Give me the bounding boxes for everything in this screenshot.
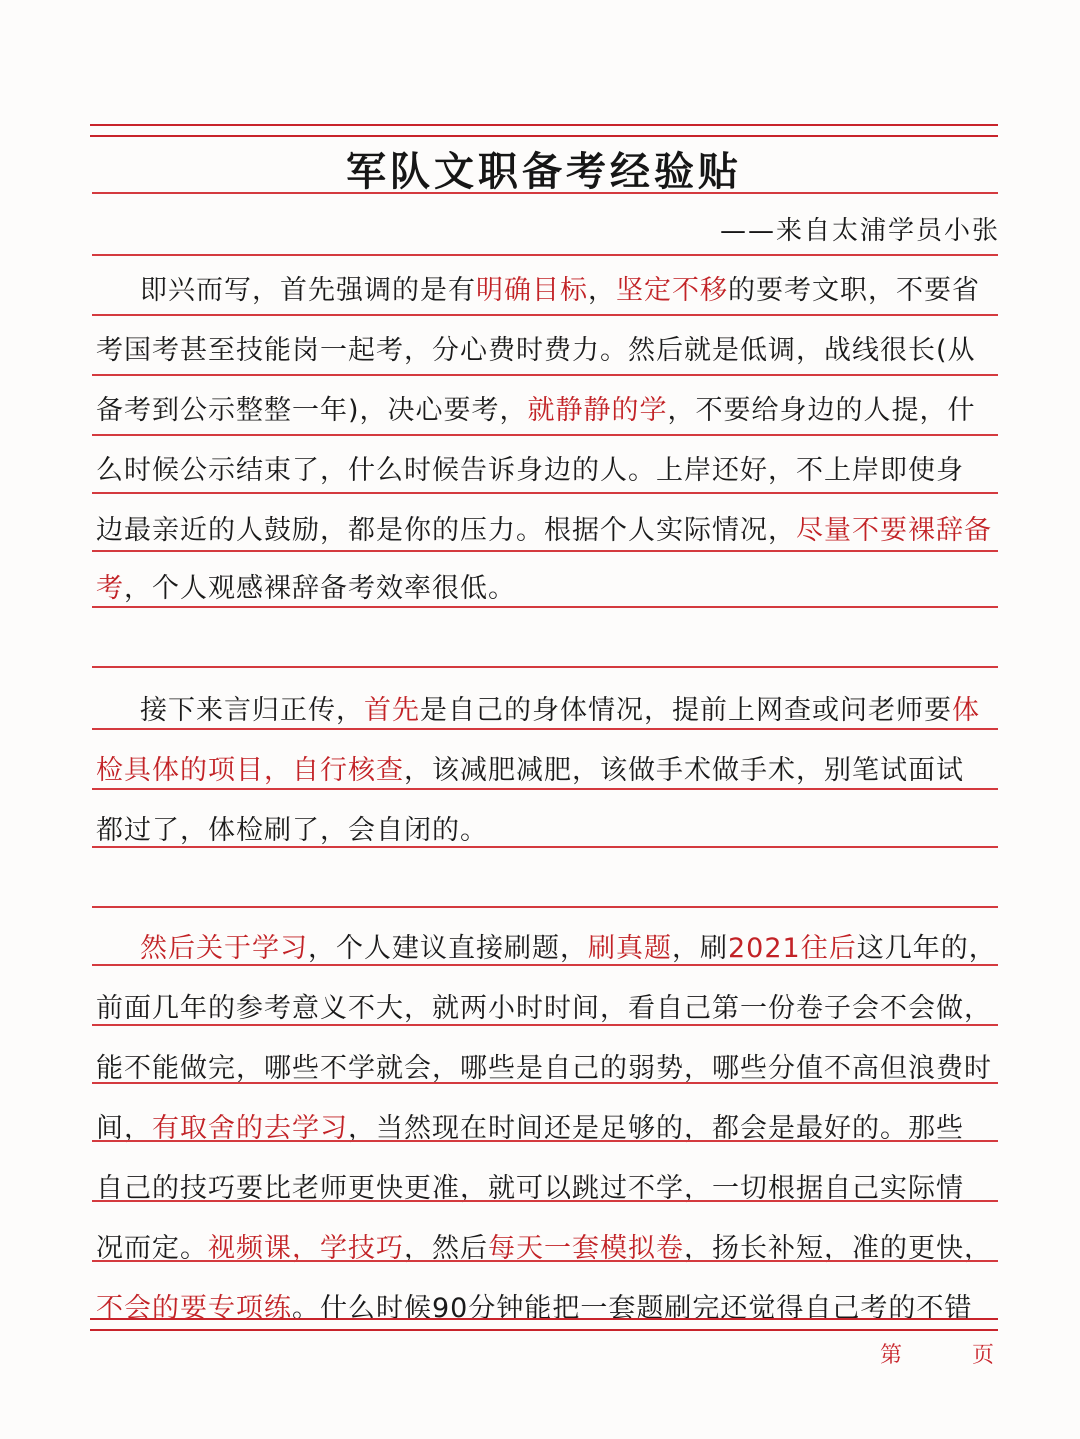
text-segment: ，该减肥减肥，该做手术做手术，别笔试面试 [404, 755, 964, 786]
text-segment: 即兴而写，首先强调的是有 [140, 275, 476, 306]
byline: ——来自太浦学员小张 [719, 216, 1000, 246]
ruled-line [92, 1200, 998, 1202]
text-line [140, 688, 980, 727]
ruled-line [92, 1260, 998, 1262]
text-segment: 能不能做完，哪些不学就会，哪些是自己的弱势，哪些分值不高但浪费时 [96, 1053, 992, 1084]
ruled-line [92, 1140, 998, 1142]
page-title: 军队文职备考经验贴 [346, 149, 742, 195]
ruled-line [92, 434, 998, 436]
ruled-line [92, 192, 998, 194]
ruled-line [92, 254, 998, 256]
text-line [96, 808, 488, 847]
text-segment: 么时候公示结束了，什么时候告诉身边的人。上岸还好，不上岸即使身 [96, 455, 964, 486]
text-line [96, 328, 976, 367]
ruled-line [92, 788, 998, 790]
text-segment: ， [588, 275, 616, 306]
ruled-line [92, 666, 998, 668]
ruled-line [92, 606, 998, 608]
highlighted-text: 2021往后 [728, 933, 857, 964]
text-segment: 的要考文职，不要省 [728, 275, 980, 306]
ruled-line [92, 846, 998, 848]
highlighted-text: 每天一套模拟卷 [488, 1233, 684, 1264]
highlighted-text: 刷真题 [588, 933, 672, 964]
highlighted-text: 尽量不要裸辞备 [796, 515, 992, 546]
highlighted-text: 然后关于学习 [140, 933, 308, 964]
bottom-double-rule [90, 1318, 998, 1331]
text-segment: 这几年的， [856, 933, 997, 964]
text-segment: 是自己的身体情况，提前上网查或问老师要 [420, 695, 952, 726]
text-segment: 考国考甚至技能岗一起考，分心费时费力。然后就是低调，战线很长(从 [96, 335, 976, 366]
text-segment: 况而定。 [96, 1233, 208, 1264]
highlighted-text: 有取舍的去学习 [152, 1113, 348, 1144]
ruled-line [92, 314, 998, 316]
text-segment: 前面几年的参考意义不大，就两小时时间，看自己第一份卷子会不会做， [96, 993, 992, 1024]
highlighted-text: 坚定不移 [616, 275, 728, 306]
highlighted-text: 考 [96, 573, 124, 604]
text-segment: ，个人建议直接刷题， [308, 933, 588, 964]
highlighted-text: 视频课，学技巧 [208, 1233, 404, 1264]
text-segment: 接下来言归正传， [140, 695, 364, 726]
highlighted-text: 就静静的学 [527, 395, 668, 426]
text-segment: 。什么时候90分钟能把一套题刷完还觉得自己考的不错 [292, 1293, 973, 1324]
ruled-line [92, 492, 998, 494]
page-number-prefix: 第 [880, 1343, 903, 1368]
text-segment: 间， [96, 1113, 152, 1144]
ruled-line [92, 374, 998, 376]
text-line [96, 388, 976, 427]
ruled-line [92, 1024, 998, 1026]
text-segment: ，刷 [672, 933, 728, 964]
text-line [140, 926, 997, 965]
text-segment: ，当然现在时间还是足够的，都会是最好的。那些 [348, 1113, 964, 1144]
text-line [96, 508, 992, 547]
top-double-rule [90, 124, 998, 137]
text-line [96, 448, 964, 487]
ruled-line [92, 964, 998, 966]
text-segment: ，扬长补短，准的更快， [684, 1233, 992, 1264]
highlighted-text: 检具体的项目，自行核查 [96, 755, 404, 786]
ruled-line [92, 1082, 998, 1084]
highlighted-text: 不会的要专项练 [96, 1293, 292, 1324]
page-number-suffix: 页 [972, 1343, 995, 1368]
text-segment: 备考到公示整整一年)，决心要考， [96, 395, 528, 426]
text-line [96, 748, 964, 787]
ruled-line [92, 906, 998, 908]
text-line [140, 268, 980, 307]
ruled-line [92, 728, 998, 730]
text-line [96, 566, 516, 605]
highlighted-text: 明确目标 [476, 275, 588, 306]
text-segment: ，个人观感裸辞备考效率很低。 [124, 573, 516, 604]
highlighted-text: 体 [952, 695, 980, 726]
text-segment: ，然后 [404, 1233, 488, 1264]
text-segment: 都过了，体检刷了，会自闭的。 [96, 815, 488, 846]
text-segment: ，不要给身边的人提，什 [667, 395, 976, 426]
text-segment: 自己的技巧要比老师更快更准，就可以跳过不学，一切根据自己实际情 [96, 1173, 964, 1204]
text-line [96, 1046, 992, 1085]
text-line [96, 986, 992, 1025]
highlighted-text: 首先 [364, 695, 420, 726]
text-segment: 边最亲近的人鼓励，都是你的压力。根据个人实际情况， [96, 515, 796, 546]
ruled-line [92, 550, 998, 552]
